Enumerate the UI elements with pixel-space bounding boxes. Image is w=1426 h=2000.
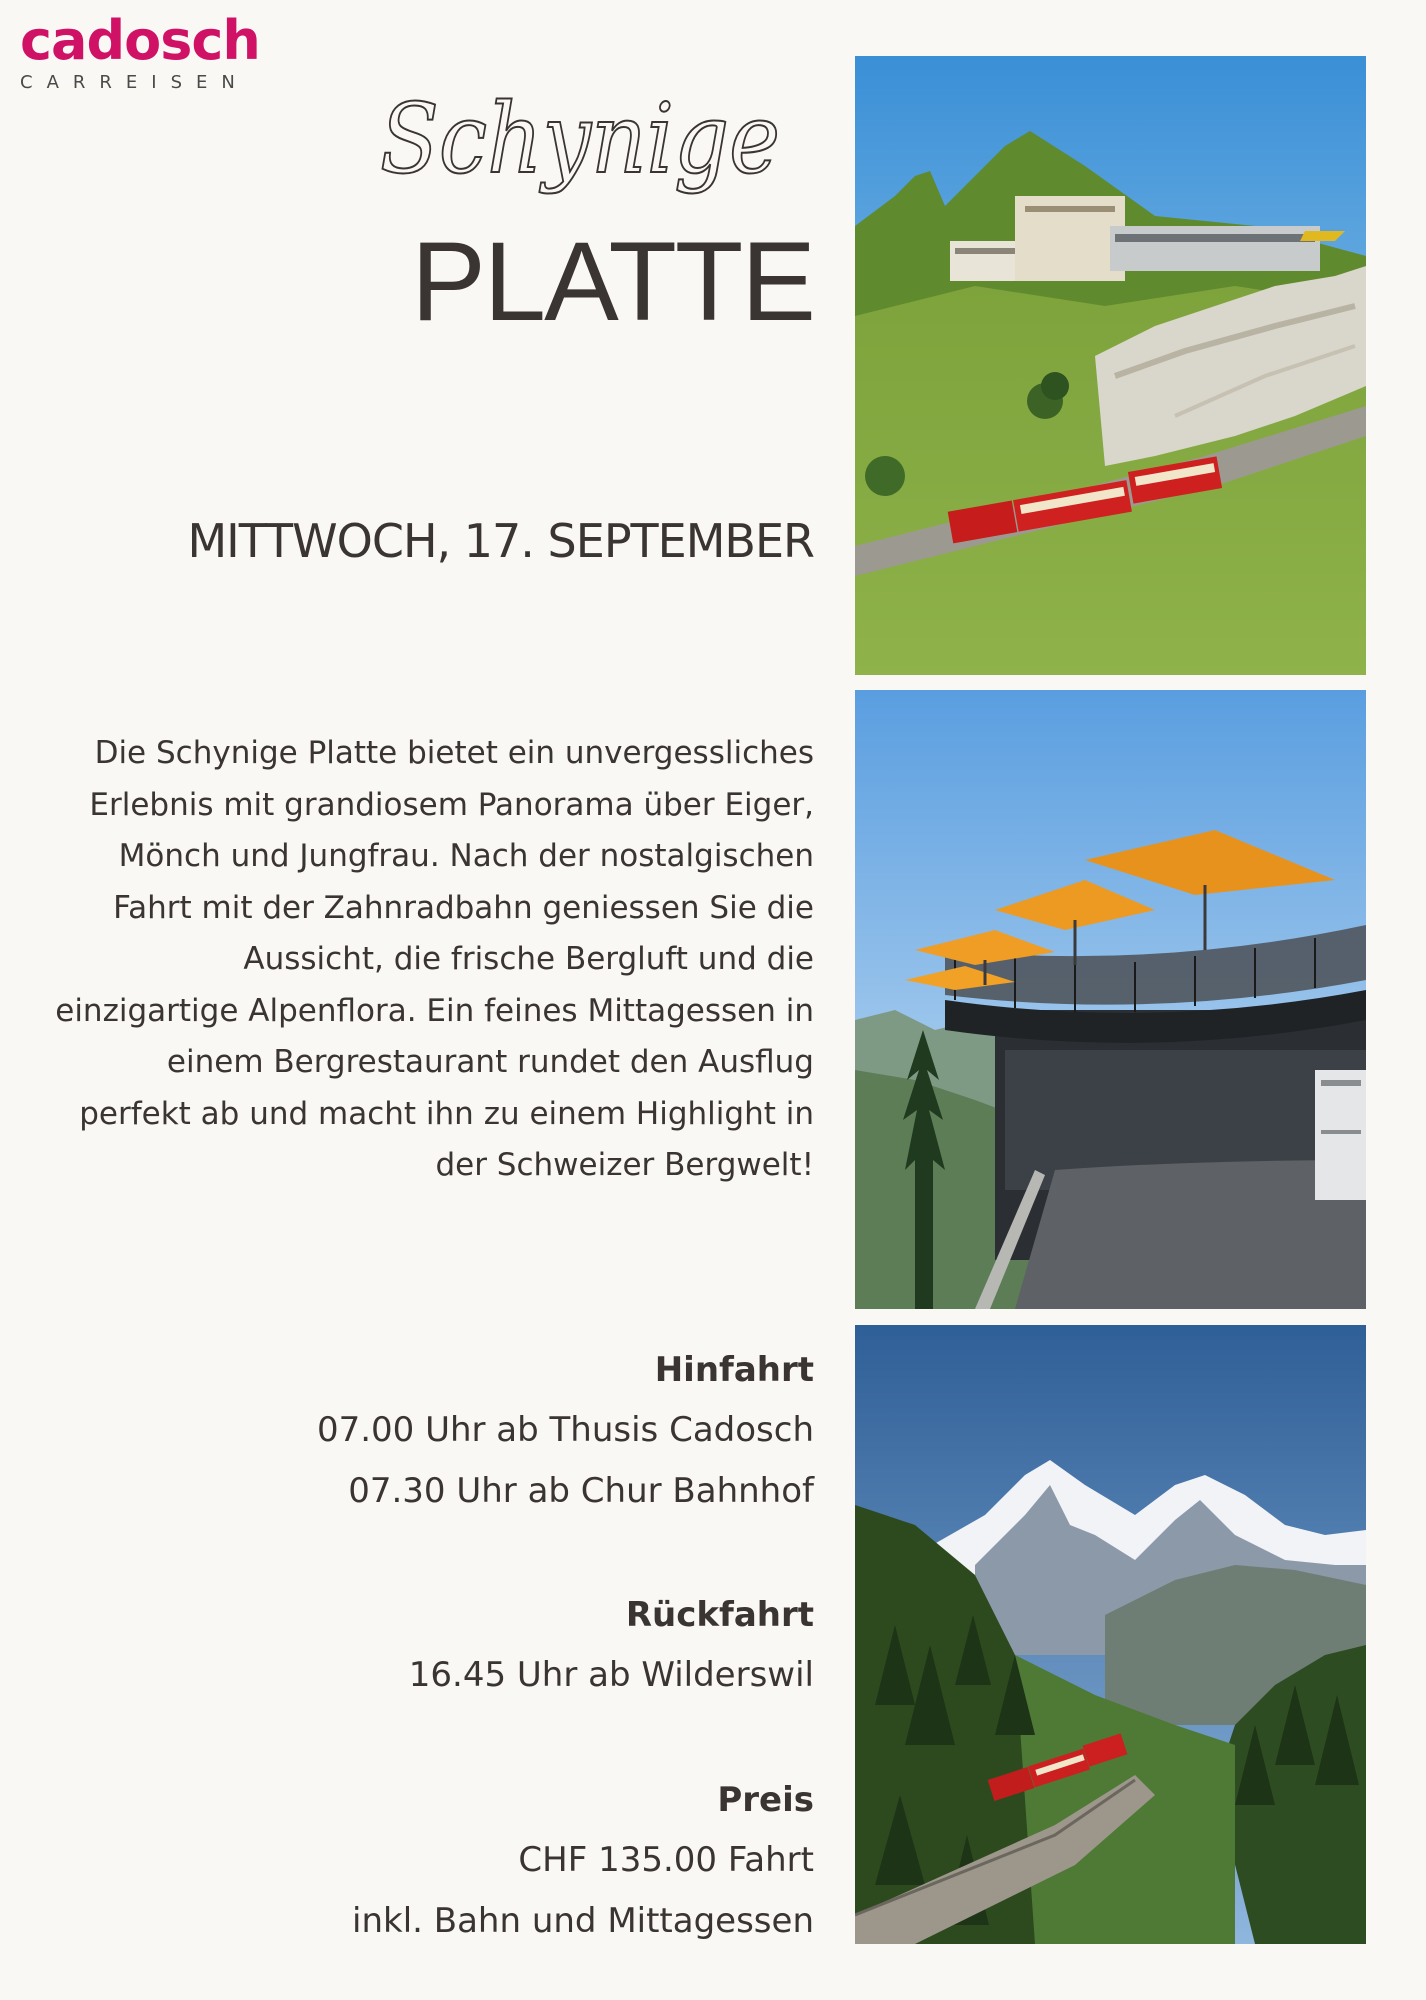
preis-heading: Preis: [717, 1780, 814, 1820]
rueckfahrt-heading: Rückfahrt: [625, 1595, 814, 1635]
photo-mountain-train: [855, 56, 1366, 675]
description: Die Schynige Platte bietet ein unvergessliches Erlebnis mit grandiosem Panorama über Eiger, Mönch und Jungfrau. Nach der nostalgischen Fahrt mit der Zahnradbahn geniessen Sie die Aussicht, die frische Bergluft und die einzigartige Alpenflora. Ein feines Mittagessen in einem Bergrestaurant rundet den Ausflug perfekt ab und macht ihn zu einem Highlight in der Schweizer Bergwelt!: [55, 735, 814, 1183]
hinfahrt-section: [114, 1340, 814, 1522]
script-title: [370, 62, 790, 222]
logo: [20, 10, 285, 93]
photo-alps-train: [855, 1325, 1366, 1944]
photo-restaurant: [855, 690, 1366, 1309]
script-title-text: Schynige: [380, 83, 780, 195]
rueckfahrt-section: [114, 1585, 814, 1706]
rueckfahrt-line: 16.45 Uhr ab Wilderswil: [408, 1655, 814, 1695]
logo-subtitle: CARREISEN: [20, 72, 249, 93]
preis-line: CHF 135.00 Fahrt: [518, 1840, 814, 1880]
logo-brand: cadosch: [20, 9, 260, 72]
hinfahrt-line: 07.00 Uhr ab Thusis Cadosch: [316, 1410, 814, 1450]
preis-line: inkl. Bahn und Mittagessen: [352, 1901, 814, 1941]
hinfahrt-heading: Hinfahrt: [654, 1350, 814, 1390]
main-title: PLATTE: [411, 219, 814, 344]
hinfahrt-line: 07.30 Uhr ab Chur Bahnhof: [348, 1471, 814, 1511]
event-date: MITTWOCH, 17. SEPTEMBER: [187, 514, 814, 568]
preis-section: [114, 1770, 814, 1952]
